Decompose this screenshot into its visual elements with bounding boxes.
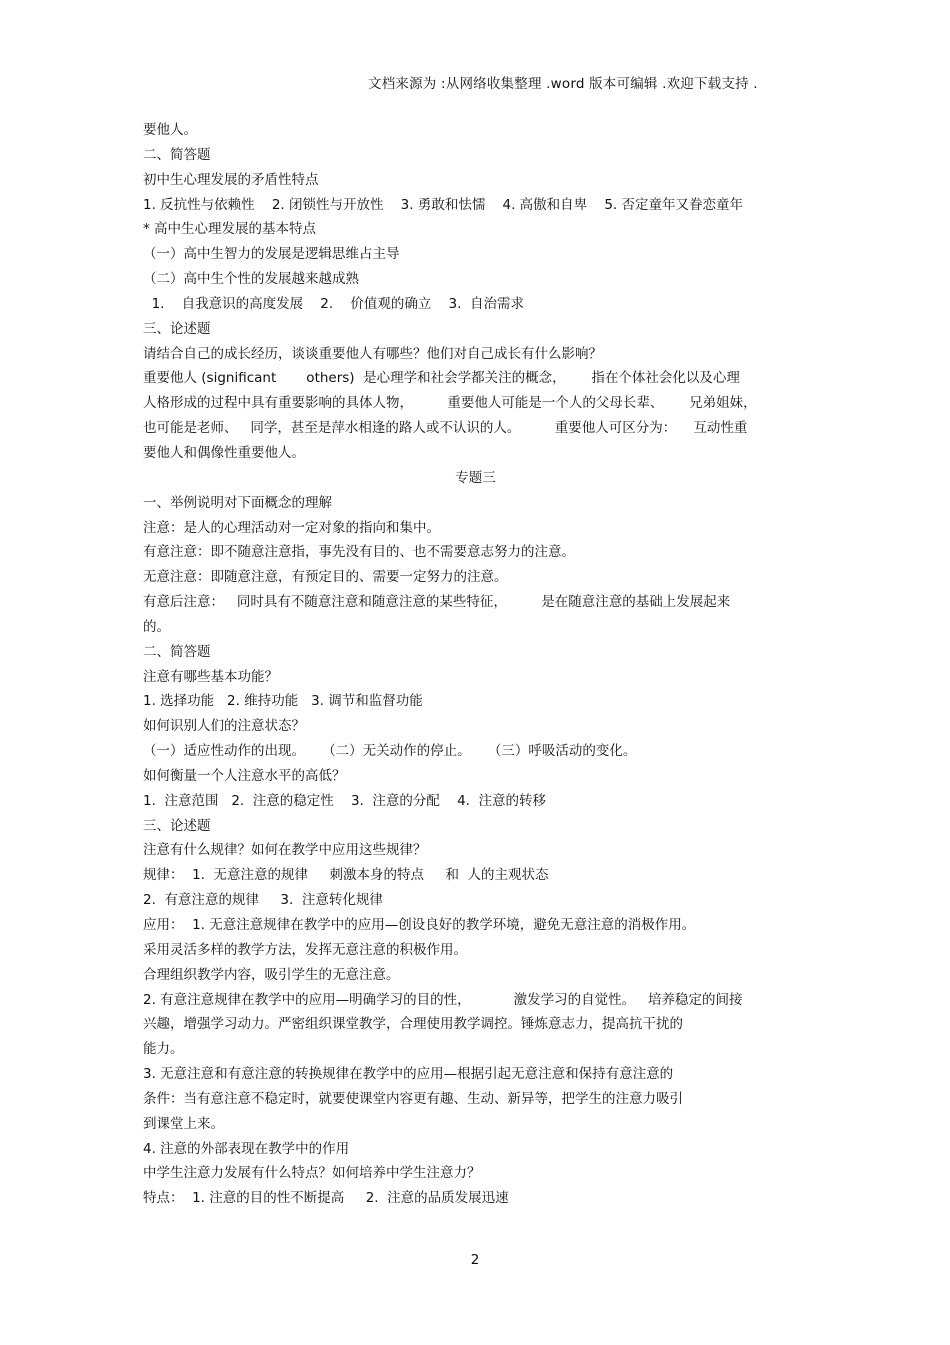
text-line: 人格形成的过程中具有重要影响的具体人物， 重要他人可能是一个人的父母长辈、 兄弟姐妹， (143, 395, 757, 412)
text-line: 条件：当有意注意不稳定时，就要使课堂内容更有趣、生动、新异等，把学生的注意力吸引 (143, 1090, 683, 1107)
section-heading: 一、举例说明对下面概念的理解 (143, 494, 332, 511)
text-line: 3. 无意注意和有意注意的转换规律在教学中的应用—根据引起无意注意和保持有意注意的 (143, 1066, 674, 1083)
question-line: 如何衡量一个人注意水平的高低？ (143, 767, 346, 784)
question-line: 注意有什么规律？如何在教学中应用这些规律？ (143, 842, 427, 859)
section-heading: 三、论述题 (143, 817, 211, 834)
section-heading: 三、论述题 (143, 320, 211, 337)
text-line: 规律： 1. 无意注意的规律 刺激本身的特点 和 人的主观状态 (143, 867, 549, 884)
text-line: （一）高中生智力的发展是逻辑思维占主导 (143, 246, 400, 263)
text-line: 能力。 (143, 1041, 184, 1058)
text-line: 重要他人 (significant others) 是心理学和社会学都关注的概念， 指在个体社会化以及心理 (143, 370, 740, 387)
text-line: 4. 注意的外部表现在教学中的作用 (143, 1140, 350, 1157)
text-line: 1. 反抗性与依赖性 2. 闭锁性与开放性 3. 勇敢和怯懦 4. 高傲和自卑 5. 否定童年又眷恋童年 (143, 196, 744, 213)
page-number: 2 (470, 1252, 480, 1268)
text-line: 要他人。 (143, 122, 197, 138)
text-line: 要他人和偶像性重要他人。 (143, 444, 305, 461)
text-line: 采用灵活多样的教学方法，发挥无意注意的积极作用。 (143, 941, 467, 958)
text-line: 1. 选择功能 2. 维持功能 3. 调节和监督功能 (143, 693, 423, 710)
section-heading: 二、简答题 (143, 146, 211, 163)
text-line: 兴趣，增强学习动力。严密组织课堂教学，合理使用教学调控。锤炼意志力，提高抗干扰的 (143, 1016, 683, 1033)
text-line: 有意后注意： 同时具有不随意注意和随意注意的某些特征， 是在随意注意的基础上发展起来 (143, 594, 731, 611)
text-line: 的。 (143, 618, 170, 635)
chapter-title: 专题三 (455, 469, 496, 486)
text-line: 有意注意：即不随意注意指，事先没有目的、也不需要意志努力的注意。 (143, 544, 575, 561)
question-line: 中学生注意力发展有什么特点？如何培养中学生注意力？ (143, 1165, 481, 1182)
text-line: （一）适应性动作的出现。 （二）无关动作的停止。 （三）呼吸活动的变化。 (143, 743, 637, 760)
body-text (143, 118, 808, 1211)
text-line: 合理组织教学内容，吸引学生的无意注意。 (143, 966, 400, 983)
question-line: 请结合自己的成长经历，谈谈重要他人有哪些？他们对自己成长有什么影响？ (143, 345, 602, 362)
text-line: 注意：是人的心理活动对一定对象的指向和集中。 (143, 519, 440, 536)
section-heading: 二、简答题 (143, 643, 211, 660)
question-line: 如何识别人们的注意状态？ (143, 718, 305, 735)
text-line: 特点： 1. 注意的目的性不断提高 2. 注意的品质发展迅速 (143, 1190, 509, 1207)
text-line: （二）高中生个性的发展越来越成熟 (143, 271, 359, 288)
text-line: 应用： 1. 无意注意规律在教学中的应用—创设良好的教学环境，避免无意注意的消极作用。 (143, 917, 696, 933)
text-line: 到课堂上来。 (143, 1115, 224, 1132)
question-line: * 高中生心理发展的基本特点 (143, 221, 317, 238)
text-line: 2. 有意注意规律在教学中的应用—明确学习的目的性， 激发学习的自觉性。 培养稳定的间接 (143, 991, 743, 1008)
text-line: 1. 注意范围 2. 注意的稳定性 3. 注意的分配 4. 注意的转移 (143, 792, 547, 809)
question-line: 初中生心理发展的矛盾性特点 (143, 171, 319, 188)
text-line: 1. 自我意识的高度发展 2. 价值观的确立 3. 自治需求 (143, 295, 524, 312)
text-line: 2. 有意注意的规律 3. 注意转化规律 (143, 892, 383, 909)
text-line: 也可能是老师、 同学，甚至是萍水相逢的路人或不认识的人。 重要他人可区分为： 互动性重 (143, 420, 748, 437)
text-line: 无意注意：即随意注意，有预定目的、需要一定努力的注意。 (143, 569, 508, 586)
page-header: 文档来源为 :从网络收集整理 .word 版本可编辑 .欢迎下载支持 . (368, 76, 758, 92)
question-line: 注意有哪些基本功能？ (143, 668, 278, 685)
